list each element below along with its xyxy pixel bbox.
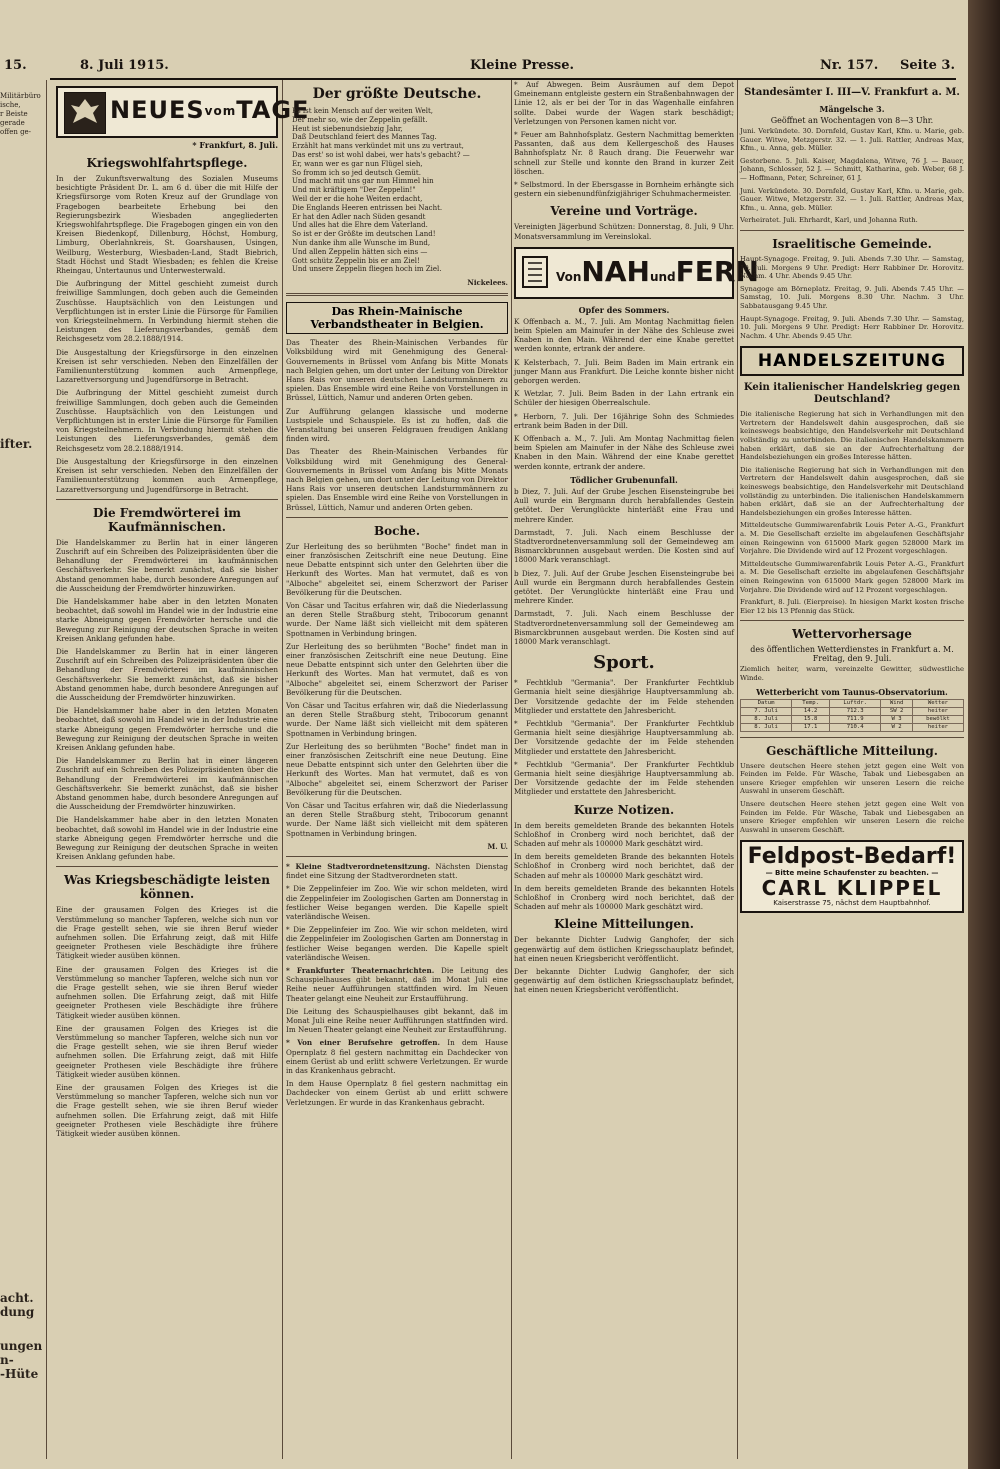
- article-heading: Kriegswohlfahrtspflege.: [86, 156, 248, 170]
- article-paragraph: Die Ausgestaltung der Kriegsfürsorge in den einzelnen Kreisen ist sehr verschieden. Neben den Einzelfällen der Familienunterstützung kommen auch Armenpflege, Lazarettversorgung und Jugendfürsorge in Betracht.: [56, 456, 278, 494]
- divider: [286, 517, 508, 518]
- article-heading: Kurze Notizen.: [573, 802, 675, 817]
- article-paragraph: K Offenbach a. M., 7. Juli. Am Montag Nachmittag fielen beim Spielen am Mainufer in der Nähe des Schleuse zwei Knaben in den Main. Während der eine Knabe gerettet werden konnte, ertrank der andere.: [514, 434, 734, 471]
- service-listing: Haupt-Synagoge. Freitag, 9. Juli. Abends 7.30 Uhr. — Samstag, 10. Juli. Morgens 9 Uhr. Predigt: Herr Rabbiner Dr. Horovitz. Nachm. 4 Uhr. Abends 9.45 Uhr.: [740, 314, 964, 340]
- masthead-paper-name: Kleine Presse.: [470, 58, 575, 73]
- fragment-line: gerade: [0, 119, 25, 127]
- table-cell: 14.2: [792, 707, 830, 715]
- column-divider: [46, 80, 47, 1459]
- section-subheading: Wetterbericht vom Taunus-Observatorium.: [756, 686, 948, 697]
- article-paragraph: Die Handelskammer zu Berlin hat in einer längeren Zuschrift auf ein Schreiben des Polizeipräsidenten über die Behandlung der Fremdwörterei im kaufmännischen Geschäftsverkehr. Sie bemerkt zunächst, daß sie bisher Abstand genommen habe, durch besondere Anregungen auf die Ausscheidung der Fremdwörter hinzuwirken.: [56, 537, 278, 593]
- fragment-line: Militärbüro: [0, 92, 41, 100]
- poem-line: Die Englands Heeren entrissen bei Nacht.: [292, 203, 443, 212]
- ad-headline: Feldpost-Bedarf!: [747, 844, 957, 870]
- article-paragraph: Von Cäsar und Tacitus erfahren wir, daß die Niederlassung an deren Stelle Straßburg steht, Tribocorum genannt wurde. Der Name läßt sich vielleicht mit dem späteren Spottnamen in Verbindung bringen.: [286, 601, 508, 638]
- table-cell: 15.8: [792, 715, 830, 723]
- banner-und: und: [649, 269, 676, 284]
- fragment-line: ische,: [0, 101, 21, 109]
- table-cell: 8. Juli: [741, 723, 792, 731]
- register-entry: Juni. Verkündete. 30. Dornfeld, Gustav Karl, Kfm. u. Marie, geb. Gauer. Witwe, Metzgerstr. 32. — 1. Juli. Rattler, Andreas Max, Kfm., u. Anna, geb. Müller.: [740, 186, 964, 212]
- poem-line: Er, wann wer es gar nun Flügel sieh,: [292, 159, 423, 168]
- section-subheading: Tödlicher Grubenunfall.: [570, 474, 678, 485]
- article-paragraph: Eine der grausamen Folgen des Krieges ist die Verstümmelung so mancher Tapferen, welche sich nun vor die Frage gestellt sehen, wie sie ihren Beruf wieder aufnehmen sollen. Die Erfahrung zeigt, daß mit Hilfe geeigneter Prothesen viele Beschädigte ihre frühere Tätigkeit wieder ausüben können.: [56, 1023, 278, 1079]
- article-heading: Kein italienischer Handelskrieg gegen Deutschland?: [743, 382, 961, 406]
- article-paragraph: * Selbstmord. In der Ebersgasse in Bornheim erhängte sich gestern ein siebenundfünfzigjähriger Schuhmachermeister.: [514, 180, 734, 199]
- table-row: [741, 715, 964, 723]
- fragment-heading: -Hüte: [0, 1367, 39, 1381]
- article-paragraph: Die Aufbringung der Mittel geschieht zumeist durch freiwillige Sammlungen, doch geben auch die Gemeinden Zuschüsse. Hauptsächlich von den Leistungen und Verpflichtungen ist in erster Linie die Fürsorge für Familien von Kriegsteilnehmern. In Verbindung hiermit stehen die Leistungen des Lieferungsverbandes, gemäß dem Reichsgesetz vom 28.2.1888/1914.: [56, 279, 278, 344]
- section-heading: Sport.: [593, 652, 655, 674]
- table-cell: 711.9: [830, 715, 881, 723]
- article-paragraph: In der Zukunftsverwaltung des Sozialen Museums besichtigte Präsident Dr. L. am 6 d. über die mit Hilfe der Kriegsfürsorge vom Roten Kreuz auf der Grundlage von Fragebogen bearbeitete Erhebung bei den Regierungsbezirk Wiesbaden angegliederten Kriegswohlfahrtspflege. Die Fragebogen gingen ein von den Kreisen Biedenkopf, Dillenburg, Höchst, Homburg, Limburg, Oberlahnkreis, St. Goarshausen, Usingen, Weilburg, Westerburg, Wiesbaden-Land, Stadt Biebrich, Stadt Höchst und Stadt Wiesbaden; es fehlen die Kreise Rheingau, Untertaunus und Unterwesterwald.: [56, 174, 278, 276]
- article-paragraph: Eine der grausamen Folgen des Krieges ist die Verstümmelung so mancher Tapferen, welche sich nun vor die Frage gestellt sehen, wie sie ihren Beruf wieder aufnehmen sollen. Die Erfahrung zeigt, daß mit Hilfe geeigneter Prothesen viele Beschädigte ihre frühere Tätigkeit wieder ausüben können.: [56, 1083, 278, 1139]
- article-heading: Kleine Mitteilungen.: [554, 917, 694, 932]
- divider: [286, 856, 508, 857]
- article-heading: Boche.: [374, 523, 420, 538]
- poem-line: Nun danke ihm alle Wunsche im Bund,: [292, 238, 431, 247]
- table-cell: 712.3: [830, 707, 881, 715]
- table-cell: bewölkt: [912, 715, 963, 723]
- article-paragraph: * Feuer am Bahnhofsplatz. Gestern Nachmittag bemerkten Passanten, daß aus dem Kellergeschoß des Hauses Bahnhofsplatz Nr. 8 Rauch drang. Die Feuerwehr war schnell zur Stelle und konnte den Brand in kurzer Zeit löschen.: [514, 130, 734, 176]
- table-row: [741, 707, 964, 715]
- service-listing: Synagoge am Börneplatz. Freitag, 9. Juli. Abends 7.45 Uhr. — Samstag, 10. Juli. Morgens 8.30 Uhr. Nachm. 3 Uhr. Sabbatausgang 9.45 Uhr.: [740, 284, 964, 310]
- section-heading: Standesämter I. III—V. Frankfurt a. M.: [744, 87, 960, 98]
- poem-line: Erzählt hat mans verkündet mit uns zu vertraut,: [292, 142, 464, 151]
- poem: [286, 107, 508, 274]
- article-paragraph: [286, 862, 508, 880]
- poem-line: Und mit kräftigem "Der Zeppelin!": [292, 186, 416, 195]
- poem-line: Das erst' so ist wohl dabei, wer hats's gebacht? —: [292, 150, 470, 159]
- inline-text: Nächsten Dienstag findet eine Sitzung der Stadtverordneten statt.: [286, 861, 508, 881]
- article-paragraph: K Kelsterbach, 7. Juli. Beim Baden im Main ertrank ein junger Mann aus Frankfurt. Die Leiche konnte bisher nicht geborgen werden.: [514, 357, 734, 386]
- table-cell: 710.4: [830, 723, 881, 731]
- table-cell: Wetter: [912, 699, 963, 707]
- article-paragraph: * Auf Abwegen. Beim Ausräumen auf dem Depot Gmeinemann entgleiste gestern ein Straßenbahnwagen der Linie 12, als er bei der Tor in das Wagenhalle einfahren sollte. Dabei wurde der Wagen stark beschädigt; Verletzungen von Personen kamen nicht vor.: [514, 80, 734, 126]
- article-paragraph: b Diez, 7. Juli. Auf der Grube Jeschen Eisensteingrube bei Aull wurde ein Bergmann durch herabfallendes Gestein getötet. Der Verunglückte hinterläßt eine Frau und mehrere Kinder.: [514, 568, 734, 606]
- fragment-heading: dung: [0, 1305, 35, 1319]
- article-paragraph: Von Cäsar und Tacitus erfahren wir, daß die Niederlassung an deren Stelle Straßburg steht, Tribocorum genannt wurde. Der Name läßt sich vielleicht mit dem späteren Spottnamen in Verbindung bringen.: [286, 701, 508, 738]
- column-3: [514, 80, 759, 1459]
- divider: [740, 620, 964, 621]
- article-paragraph: Die Handelskammer habe aber in den letzten Monaten beobachtet, daß sowohl im Handel wie in der Industrie eine starke Abneigung gegen Fremdwörter herrsche und die Bewegung zur Reinigung der deutschen Sprache in weiten Kreisen Anklang gefunden habe.: [56, 815, 278, 862]
- register-entry: Gestorbene. 5. Juli. Kaiser, Magdalena, Witwe, 76 J. — Bauer, Johann, Schlosser, 52 J. — Schmitt, Katharina, geb. Weber, 68 J. — Hoffmann, Peter, Schreiner, 61 J.: [740, 156, 964, 182]
- neues-vom-tage-banner: [56, 86, 310, 138]
- banner-nah: NAH: [581, 254, 650, 288]
- table-cell: W 2: [881, 723, 913, 731]
- article-paragraph: K Offenbach a. M., 7. Juli. Am Montag Nachmittag fielen beim Spielen am Mainufer in der Nähe des Schleuse zwei Knaben in den Main. Während der eine Knabe gerettet werden konnte, ertrank der andere.: [514, 316, 734, 354]
- article-paragraph: Die Handelskammer habe aber in den letzten Monaten beobachtet, daß sowohl im Handel wie in der Industrie eine starke Abneigung gegen Fremdwörter herrsche und die Bewegung zur Reinigung der deutschen Sprache in weiten Kreisen Anklang gefunden habe.: [56, 706, 278, 752]
- banner-von: Von: [556, 269, 582, 284]
- divider: [56, 866, 278, 867]
- article-signature: M. U.: [487, 841, 508, 851]
- ad-address: Kaiserstrasse 75, nächst dem Hauptbahnhof.: [773, 899, 931, 908]
- article-paragraph: Die italienische Regierung hat sich in Verhandlungen mit den Vertretern der Handelswelt dahin ausgesprochen, daß sie keineswegs beabsichtige, den Handelsverkehr mit Deutschland vollständig zu unterbinden. Die italienischen Handelskammern haben erklärt, daß sie an der Aufrechterhaltung der Handelsbeziehungen ein großes Interesse hätten.: [740, 410, 964, 462]
- section-subheading: Opfer des Sommers.: [578, 304, 670, 315]
- article-paragraph: * Die Zeppelinfeier im Zoo. Wie wir schon meldeten, wird die Zeppelinfeier im Zoologischen Garten am Donnerstag in festlicher Weise begangen werden. Die Kapelle spielt vaterländische Weisen.: [286, 925, 508, 962]
- table-cell: Temp.: [792, 699, 830, 707]
- article-paragraph: Zur Aufführung gelangen klassische und moderne Lustspiele und Schauspiele. Es ist zu hoffen, daß die Veranstaltung bei unseren Feldgrauen freudigen Anklang finden wird.: [286, 406, 508, 444]
- article-paragraph: In dem Hause Opernplatz 8 fiel gestern nachmittag ein Dachdecker von einem Gerüst ab und erlitt schwere Verletzungen. Er wurde in das Krankenhaus gebracht.: [286, 1079, 508, 1107]
- article-heading: Geschäftliche Mitteilung.: [766, 743, 938, 758]
- article-paragraph: Das Theater des Rhein-Mainischen Verbandes für Volksbildung wird mit Genehmigung des General-Gouvernements in Brüssel vom Anfang bis Mitte Monats nach Belgien gehen, um dort unter der Leitung von Direktor Hans Rais vor unseren deutschen Landsturmmännern zu spielen. Das Ensemble wird eine Reihe von Vorstellungen in Brüssel, Lüttich, Namur und anderen Orten geben.: [286, 338, 508, 403]
- table-cell: W 3: [881, 715, 913, 723]
- ad-note: — Bitte meine Schaufenster zu beachten. —: [765, 869, 939, 878]
- article-paragraph: b Diez, 7. Juli. Auf der Grube Jeschen Eisensteingrube bei Aull wurde ein Bergmann durch herabfallendes Gestein getötet. Der Verunglückte hinterläßt eine Frau und mehrere Kinder.: [514, 486, 734, 524]
- article-heading: Der größte Deutsche.: [312, 86, 482, 102]
- section-subheading: Geöffnet an Wochentagen von 8—3 Uhr.: [770, 116, 934, 125]
- von-nah-und-fern-banner: [514, 247, 759, 299]
- poem-line: Es ist kein Mensch auf der weiten Welt,: [292, 107, 434, 115]
- article-paragraph: Mitteldeutsche Gummiwarenfabrik Louis Peter A.-G., Frankfurt a. M. Die Gesellschaft erzielte im abgelaufenen Geschäftsjahr einen Reingewinn von 615000 Mark gegen 528000 Mark im Vorjahre. Die Dividende wird auf 12 Prozent vorgeschlagen.: [740, 521, 964, 556]
- inline-text: In dem Hause Opernplatz 8 fiel gestern nachmittag ein Dachdecker von einem Gerüst ab und erlitt schwere Verletzungen. Er wurde in das Krankenhaus gebracht.: [286, 1038, 508, 1075]
- article-paragraph: Das Theater des Rhein-Mainischen Verbandes für Volksbildung wird mit Genehmigung des General-Gouvernements in Brüssel vom Anfang bis Mitte Monats nach Belgien gehen, um dort unter der Leitung von Direktor Hans Rais vor unseren deutschen Landsturmmännern zu spielen. Das Ensemble wird eine Reihe von Vorstellungen in Brüssel, Lüttich, Namur und anderen Orten geben.: [286, 447, 508, 512]
- inline-heading: * Von einer Berufsehre getroffen.: [286, 1038, 441, 1048]
- poem-line: Heut ist siebenundsiebzig Jahr,: [292, 124, 403, 133]
- banner-title: NEUES: [110, 96, 205, 124]
- fragment-heading: n-: [0, 1353, 14, 1367]
- inline-text: Die Leitung des Schauspielhauses gibt bekannt, daß im Monat Juli eine Reihe neuer Aufführungen stattfinden wird. Im Neuen Theater gelangt eine Neuheit zur Erstaufführung.: [286, 965, 508, 1003]
- service-listing: Haupt-Synagoge. Freitag, 9. Juli. Abends 7.30 Uhr. — Samstag, 10. Juli. Morgens 9 Uhr. Predigt: Herr Rabbiner Dr. Horovitz. Nachm. 4 Uhr. Abends 9.45 Uhr.: [740, 254, 964, 281]
- article-paragraph: Eine der grausamen Folgen des Krieges ist die Verstümmelung so mancher Tapferen, welche sich nun vor die Frage gestellt sehen, wie sie ihren Beruf wieder aufnehmen sollen. Die Erfahrung zeigt, daß mit Hilfe geeigneter Prothesen viele Beschädigte ihre frühere Tätigkeit wieder ausüben können.: [56, 905, 278, 961]
- banner-tage: TAGE: [236, 96, 310, 124]
- divider: [286, 293, 508, 296]
- fragment-line: offen ge-: [0, 128, 32, 136]
- feldpost-advertisement: [740, 840, 964, 913]
- article-paragraph: In dem bereits gemeldeten Brande des bekannten Hotels Schloßhof in Cronberg wird noch berichtet, daß der Schaden auf mehr als 100000 Mark geschätzt wird.: [514, 820, 734, 848]
- fragment-line: r Beiste: [0, 110, 28, 118]
- column-divider: [282, 80, 283, 1459]
- masthead-date: 8. Juli 1915.: [80, 58, 169, 73]
- poem-line: Und macht mit uns gar nun Himmel hin: [292, 177, 434, 186]
- poem-line: Daß Deutschland feiert des Mannes Tag.: [292, 133, 437, 142]
- article-paragraph: Die italienische Regierung hat sich in Verhandlungen mit den Vertretern der Handelswelt dahin ausgesprochen, daß sie keineswegs beabsichtige, den Handelsverkehr mit Deutschland vollständig zu unterbinden. Die italienischen Handelskammern haben erklärt, daß sie an der Aufrechterhaltung der Handelsbeziehungen ein großes Interesse hätten.: [740, 465, 964, 517]
- poem-line: Der mehr so, wie der Zeppelin gefällt.: [292, 115, 428, 124]
- banner-fern: FERN: [675, 254, 759, 288]
- masthead: [0, 54, 968, 76]
- section-subheading: Mängelsche 3.: [819, 104, 885, 114]
- poem-line: Er hat den Adler nach Süden gesandt: [292, 212, 426, 221]
- article-paragraph: Eine der grausamen Folgen des Krieges ist die Verstümmelung so mancher Tapferen, welche sich nun vor die Frage gestellt sehen, wie sie ihren Beruf wieder aufnehmen sollen. Die Erfahrung zeigt, daß mit Hilfe geeigneter Prothesen viele Beschädigte ihre frühere Tätigkeit wieder ausüben können.: [56, 964, 278, 1020]
- article-paragraph: Zur Herleitung des so berühmten "Boche" findet man in einer französischen Zeitschrift eine neue Deutung. Eine neue Debatte entspinnt sich unter den Gelehrten über die Herkunft des Wortes. Man hat vermutet, daß es von "Alboche" abgeleitet sei, einem Scherzwort der Pariser Bevölkerung für die Deutschen.: [286, 641, 508, 697]
- article-paragraph: Unsere deutschen Heere stehen jetzt gegen eine Welt von Feinden im Felde. Für Wäsche, Tabak und Liebesgaben an unsere Krieger empfehlen wir unseren Lesern die reiche Auswahl in unserem Geschäft.: [740, 761, 964, 796]
- article-paragraph: Die Aufbringung der Mittel geschieht zumeist durch freiwillige Sammlungen, doch geben auch die Gemeinden Zuschüsse. Hauptsächlich von den Leistungen und Verpflichtungen ist in erster Linie die Fürsorge für Familien von Kriegsteilnehmern. In Verbindung hiermit stehen die Leistungen des Lieferungsverbandes, gemäß dem Reichsgesetz vom 28.2.1888/1914.: [56, 388, 278, 453]
- article-paragraph: Die Ausgestaltung der Kriegsfürsorge in den einzelnen Kreisen ist sehr verschieden. Neben den Einzelfällen der Familienunterstützung kommen auch Armenpflege, Lazarettversorgung und Jugendfürsorge in Betracht.: [56, 347, 278, 385]
- article-paragraph: Frankfurt, 8. Juli. (Eierpreise). In hiesigen Markt kosten frische Eier 12 bis 13 Pfennig das Stück.: [740, 598, 964, 615]
- table-cell: Luftdr.: [830, 699, 881, 707]
- article-paragraph: Zur Herleitung des so berühmten "Boche" findet man in einer französischen Zeitschrift eine neue Deutung. Eine neue Debatte entspinnt sich unter den Gelehrten über die Herkunft des Wortes. Man hat vermutet, daß es von "Alboche" abgeleitet sei, einem Scherzwort der Pariser Bevölkerung für die Deutschen.: [286, 541, 508, 597]
- table-cell: heiter: [912, 723, 963, 731]
- article-paragraph: Mitteldeutsche Gummiwarenfabrik Louis Peter A.-G., Frankfurt a. M. Die Gesellschaft erzielte im abgelaufenen Geschäftsjahr einen Reingewinn von 615000 Mark gegen 528000 Mark im Vorjahre. Die Dividende wird auf 12 Prozent vorgeschlagen.: [740, 559, 964, 594]
- article-paragraph: K Wetzlar, 7. Juli. Beim Baden in der Lahn ertrank ein Schüler der hiesigen Oberrealschule.: [514, 389, 734, 408]
- page-number-left: 15.: [4, 58, 27, 73]
- article-paragraph: Vereinigten Jägerbund Schützen: Donnerstag, 8. Juli, 9 Uhr. Monatsversammlung im Vereinslokal.: [514, 222, 734, 241]
- article-paragraph: Die Handelskammer zu Berlin hat in einer längeren Zuschrift auf ein Schreiben des Polizeipräsidenten über die Behandlung der Fremdwörterei im kaufmännischen Geschäftsverkehr. Sie bemerkt zunächst, daß sie bisher Abstand genommen habe, durch besondere Anregungen auf die Ausscheidung der Fremdwörter hinzuwirken.: [56, 646, 278, 702]
- fragment-heading: acht.: [0, 1291, 34, 1305]
- article-paragraph: * Herborn, 7. Juli. Der 16jährige Sohn des Schmiedes ertrank beim Baden in der Dill.: [514, 411, 734, 430]
- article-paragraph: Die Handelskammer habe aber in den letzten Monaten beobachtet, daß sowohl im Handel wie in der Industrie eine starke Abneigung gegen Fremdwörter herrsche und die Bewegung zur Reinigung der deutschen Sprache in weiten Kreisen Anklang gefunden habe.: [56, 596, 278, 643]
- article-paragraph: Darmstadt, 7. Juli. Nach einem Beschlusse der Stadtverordnetenversammlung soll der Gemeindeweg am Bismarckbrunnen ausgebaut werden. Die Kosten sind auf 18000 Mark veranschlagt.: [514, 527, 734, 565]
- poem-line: Weil der er die hohe Weiten erdacht,: [292, 194, 423, 203]
- article-paragraph: Die Handelskammer zu Berlin hat in einer längeren Zuschrift auf ein Schreiben des Polizeipräsidenten über die Behandlung der Fremdwörterei im kaufmännischen Geschäftsverkehr. Sie bemerkt zunächst, daß sie bisher Abstand genommen habe, durch besondere Anregungen auf die Ausscheidung der Fremdwörter hinzuwirken.: [56, 756, 278, 812]
- poem-line: Und unsere Zeppelin fliegen hoch im Ziel.: [292, 265, 442, 274]
- fragment-heading: ifter.: [0, 437, 33, 451]
- column-4: [740, 80, 964, 1459]
- article-paragraph: In dem bereits gemeldeten Brande des bekannten Hotels Schloßhof in Cronberg wird noch berichtet, daß der Schaden auf mehr als 100000 Mark geschätzt wird.: [514, 852, 734, 880]
- poem-line: Und alles hat die Ehre dem Vaterland.: [292, 221, 428, 230]
- article-paragraph: Zur Herleitung des so berühmten "Boche" findet man in einer französischen Zeitschrift eine neue Deutung. Eine neue Debatte entspinnt sich unter den Gelehrten über die Herkunft des Wortes. Man hat vermutet, daß es von "Alboche" abgeleitet sei, einem Scherzwort der Pariser Bevölkerung für die Deutschen.: [286, 741, 508, 797]
- poem-signature: Nickelees.: [467, 278, 508, 288]
- lamp-icon: [520, 255, 550, 289]
- article-paragraph: Darmstadt, 7. Juli. Nach einem Beschlusse der Stadtverordnetenversammlung soll der Gemeindeweg am Bismarckbrunnen ausgebaut werden. Die Kosten sind auf 18000 Mark veranschlagt.: [514, 609, 734, 646]
- article-paragraph: * Die Zeppelinfeier im Zoo. Wie wir schon meldeten, wird die Zeppelinfeier im Zoologischen Garten am Donnerstag in festlicher Weise begangen werden. Die Kapelle spielt vaterländische Weisen.: [286, 884, 508, 921]
- column-divider: [511, 80, 512, 1459]
- article-paragraph: Von Cäsar und Tacitus erfahren wir, daß die Niederlassung an deren Stelle Straßburg steht, Tribocorum genannt wurde. Der Name läßt sich vielleicht mit dem späteren Spottnamen in Verbindung bringen.: [286, 801, 508, 838]
- divider: [740, 230, 964, 231]
- article-paragraph: [286, 966, 508, 1003]
- article-heading: Die Fremdwörterei im Kaufmännischen.: [93, 505, 241, 534]
- section-subheading: des öffentlichen Wetterdienstes in Frankfurt a. M. Freitag, den 9. Juli.: [750, 645, 954, 664]
- table-cell: 8. Juli: [741, 715, 792, 723]
- table-cell: heiter: [912, 707, 963, 715]
- poem-line: Und allen Zeppelin hätten sich eins —: [292, 247, 428, 256]
- poem-line: So ist er der Größte im deutschen Land!: [292, 230, 436, 239]
- article-heading: Israelitische Gemeinde.: [772, 236, 932, 251]
- article-paragraph: [286, 1038, 508, 1075]
- inline-heading: * Kleine Stadtverordnetensitzung.: [286, 861, 430, 871]
- table-cell: SW 2: [881, 707, 913, 715]
- article-paragraph: In dem bereits gemeldeten Brande des bekannten Hotels Schloßhof in Cronberg wird noch berichtet, daß der Schaden auf mehr als 100000 Mark geschätzt wird.: [514, 883, 734, 912]
- article-paragraph: * Fechtklub "Germania". Der Frankfurter Fechtklub Germania hielt seine diesjährige Hauptversammlung ab. Der Vorsitzende gedachte der im Felde stehenden Mitglieder und erstattete den Jahresbericht.: [514, 718, 734, 756]
- fragment-heading: ungen: [0, 1339, 43, 1353]
- article-paragraph: Ziemlich heiter, warm, vereinzelte Gewitter, südwestliche Winde.: [740, 665, 964, 682]
- handelszeitung-heading: HANDELSZEITUNG: [740, 346, 964, 376]
- masthead-issue-number: Nr. 157.: [820, 58, 879, 73]
- table-row: [741, 699, 964, 707]
- table-cell: 7. Juli: [741, 707, 792, 715]
- article-paragraph: Die Leitung des Schauspielhauses gibt bekannt, daß im Monat Juli eine Reihe neuer Aufführungen stattfinden wird. Im Neuen Theater gelangt eine Neuheit zur Erstaufführung.: [286, 1006, 508, 1035]
- article-paragraph: * Fechtklub "Germania". Der Frankfurter Fechtklub Germania hielt seine diesjährige Hauptversammlung ab. Der Vorsitzende gedachte der im Felde stehenden Mitglieder und erstattete den Jahresbericht.: [514, 759, 734, 797]
- register-entry: Verheiratet. Juli. Ehrhardt, Karl, und Johanna Ruth.: [740, 216, 918, 225]
- table-row: [741, 723, 964, 731]
- article-heading: Was Kriegsbeschädigte leisten können.: [64, 873, 270, 902]
- column-2: [286, 80, 508, 1459]
- left-fragment-column: [0, 80, 43, 1459]
- divider: [740, 737, 964, 738]
- dateline: * Frankfurt, 8. Juli.: [192, 140, 278, 150]
- divider: [56, 499, 278, 500]
- weather-table: [740, 699, 964, 732]
- table-cell: Datum: [741, 699, 792, 707]
- article-paragraph: Der bekannte Dichter Ludwig Ganghofer, der sich gegenwärtig auf dem östlichen Kriegsschauplatz befindet, hat einen neuen Kriegsbericht veröffentlicht.: [514, 967, 734, 995]
- register-entry: Juni. Verkündete. 30. Dornfeld, Gustav Karl, Kfm. u. Marie, geb. Gauer. Witwe, Metzgerstr. 32. — 1. Juli. Rattler, Andreas Max, Kfm., u. Anna, geb. Müller.: [740, 127, 964, 153]
- article-heading: Wettervorhersage: [792, 627, 912, 642]
- table-cell: Wind: [881, 699, 913, 707]
- ad-company-name: CARL KLIPPEL: [761, 876, 943, 901]
- column-1: [56, 80, 310, 1459]
- eagle-emblem-icon: [64, 92, 106, 134]
- article-heading: Vereine und Vorträge.: [550, 204, 698, 219]
- article-heading: Das Rhein-Mainische Verbandstheater in Belgien.: [286, 302, 508, 334]
- article-paragraph: * Fechtklub "Germania". Der Frankfurter Fechtklub Germania hielt seine diesjährige Hauptversammlung ab. Der Vorsitzende gedachte der im Felde stehenden Mitglieder und erstattete den Jahresbericht.: [514, 678, 734, 715]
- article-paragraph: Der bekannte Dichter Ludwig Ganghofer, der sich gegenwärtig auf dem östlichen Kriegsschauplatz befindet, hat einen neuen Kriegsbericht veröffentlicht.: [514, 935, 734, 963]
- table-cell: 17.1: [792, 723, 830, 731]
- poem-line: So fromm ich so jed deutsch Gemüt.: [292, 168, 421, 177]
- article-paragraph: Unsere deutschen Heere stehen jetzt gegen eine Welt von Feinden im Felde. Für Wäsche, Tabak und Liebesgaben an unsere Krieger empfehlen wir unseren Lesern die reiche Auswahl in unserem Geschäft.: [740, 799, 964, 834]
- masthead-page: Seite 3.: [900, 58, 955, 73]
- poem-line: Gott schütz Zeppelin bis er am Ziel!: [292, 256, 420, 265]
- banner-vom: vom: [204, 104, 237, 118]
- page-edge: [968, 0, 1000, 1469]
- inline-heading: * Frankfurter Theaternachrichten.: [286, 965, 435, 975]
